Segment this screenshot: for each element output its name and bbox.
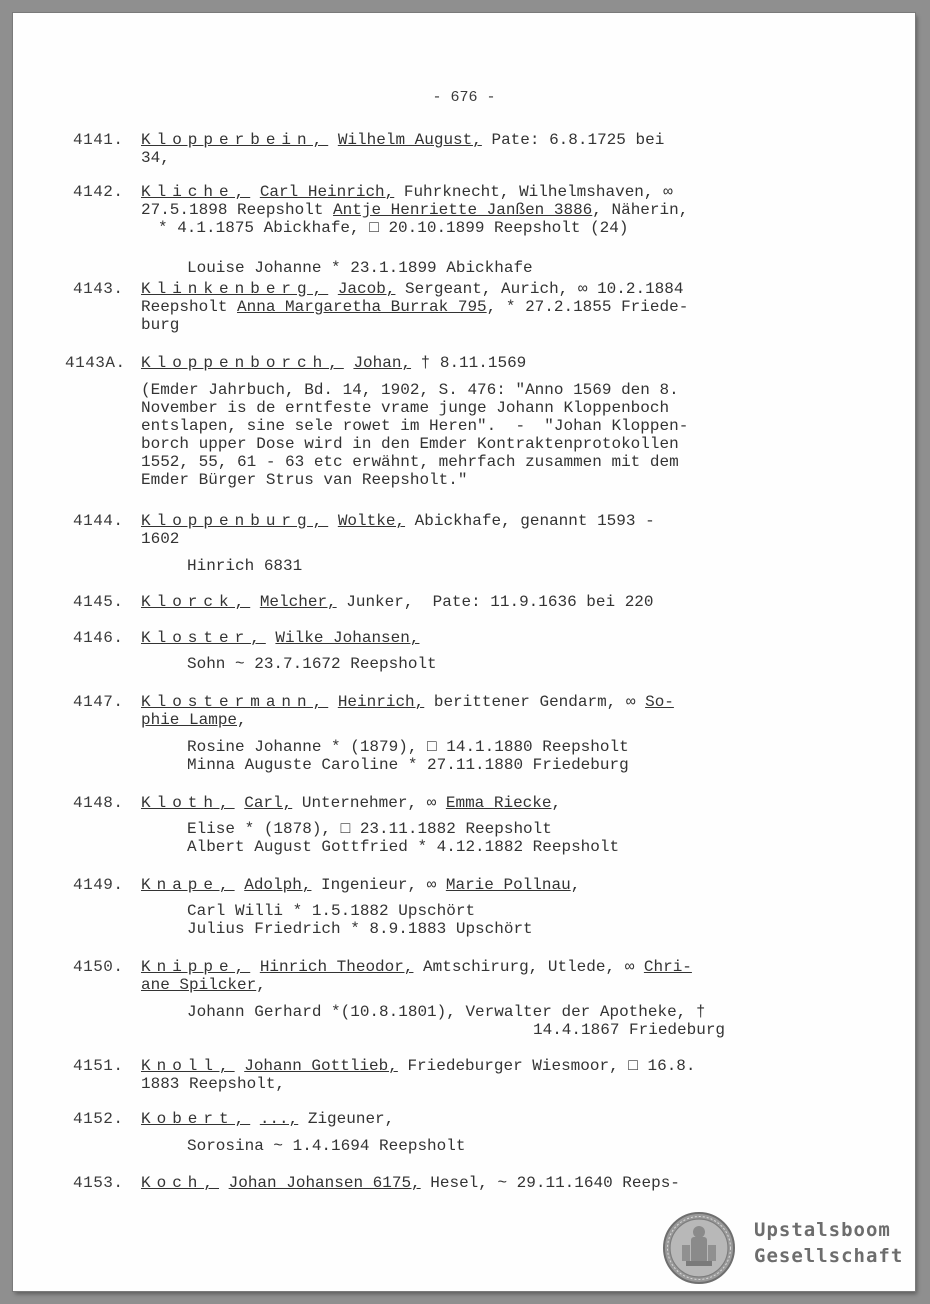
given-name: Johann Gottlieb, (244, 1057, 398, 1075)
upstalsboom-logo (662, 1211, 914, 1289)
seal-icon (662, 1211, 736, 1285)
details: † 8.11.1569 (411, 354, 527, 372)
child: Louise Johanne * 23.1.1899 Abickhafe (187, 259, 533, 277)
quote-line: 1552, 55, 61 - 63 etc erwähnt, mehrfach zusammen mit dem (141, 453, 679, 471)
entry-number: 4143. (73, 280, 124, 298)
details: Friedeburger Wiesmoor, □ 16.8. (397, 1057, 696, 1075)
surname: Klorck, (141, 593, 251, 611)
child-continuation: 14.4.1867 Friedeburg (533, 1021, 726, 1039)
entry-text (141, 629, 795, 647)
given-name: Carl, (244, 794, 293, 812)
entry-number: 4143A. (65, 354, 126, 372)
entry-text (141, 512, 795, 530)
quote-line: borch upper Dose wird in den Emder Kontraktenprotokollen (141, 435, 679, 453)
details: Ingenieur, ∞ (311, 876, 446, 894)
surname: Kloth, (141, 794, 235, 812)
entry-line-2 (141, 711, 795, 729)
spouse-name: ane Spilcker (141, 976, 257, 994)
marriage-place: Reepsholt (141, 298, 238, 316)
entry-number: 4144. (73, 512, 124, 530)
child: Johann Gerhard *(10.8.1801), Verwalter der Apotheke, † (187, 1003, 706, 1021)
given-name: Adolph, (244, 876, 312, 894)
given-name: Hinrich Theodor, (259, 958, 414, 976)
given-name: Carl Heinrich, (259, 183, 395, 201)
surname: Klinkenberg, (141, 280, 329, 298)
punctuation: , (256, 976, 266, 994)
entry-line-2 (141, 976, 795, 994)
given-name: Melcher, (259, 593, 337, 611)
document-page (13, 13, 915, 1291)
spouse-name: Emma Riecke (445, 794, 552, 812)
entry-text (141, 354, 795, 372)
details: Hesel, ~ 29.11.1640 Reeps- (420, 1174, 680, 1192)
surname: Knippe, (141, 958, 251, 976)
entry-line-3: * 4.1.1875 Abickhafe, □ 20.10.1899 Reepsholt (24) (158, 219, 629, 237)
marriage-date: 27.5.1898 Reepsholt (141, 201, 334, 219)
details: Pate: 6.8.1725 bei (481, 131, 665, 149)
punctuation: , (551, 794, 562, 812)
entry-text (141, 794, 795, 812)
punctuation: , (237, 711, 247, 729)
entry-number: 4141. (73, 131, 124, 149)
child: Sohn ~ 23.7.1672 Reepsholt (187, 655, 437, 673)
surname: Knoll, (141, 1057, 235, 1075)
entry-number: 4147. (73, 693, 124, 711)
details: Unternehmer, ∞ (292, 794, 446, 812)
child: Julius Friedrich * 8.9.1883 Upschört (187, 920, 533, 938)
entry-number: 4146. (73, 629, 124, 647)
entry-text (141, 1110, 795, 1128)
child: Elise * (1878), □ 23.11.1882 Reepsholt (187, 820, 552, 838)
surname: Kloppenborch, (141, 354, 344, 372)
entry-text (141, 280, 795, 298)
details: Sergeant, Aurich, ∞ 10.2.1884 (395, 280, 684, 298)
entry-text (141, 593, 795, 611)
given-name: ..., (259, 1110, 299, 1128)
given-name: Wilhelm August, (337, 131, 482, 149)
entry-number: 4150. (73, 958, 124, 976)
child: Albert August Gottfried * 4.12.1882 Reepsholt (187, 838, 620, 856)
entry-text (141, 131, 795, 149)
entry-number: 4149. (73, 876, 124, 894)
logo-text (754, 1217, 903, 1269)
surname: Kliche, (141, 183, 251, 201)
entry-number: 4145. (73, 593, 124, 611)
spouse-name: So- (645, 693, 674, 711)
entry-number: 4142. (73, 183, 124, 201)
entry-number: 4153. (73, 1174, 124, 1192)
spouse-name: Chri- (643, 958, 692, 976)
source-quote (141, 381, 800, 489)
page-number: - 676 - (432, 89, 496, 106)
entry-text (141, 958, 797, 976)
details: Junker, Pate: 11.9.1636 bei 220 (336, 593, 654, 611)
surname: Kloster, (141, 629, 266, 647)
given-name: Johan, (353, 354, 412, 372)
details: Zigeuner, (298, 1110, 395, 1128)
child: Hinrich 6831 (187, 557, 303, 575)
entry-line-2 (141, 201, 795, 219)
spouse-name: Antje Henriette Janßen 3886 (333, 201, 593, 219)
spouse-name: phie Lampe (141, 711, 238, 729)
surname: Klostermann, (141, 693, 329, 711)
quote-line: entslapen, sine sele rowet im Heren". - "Johan Kloppen- (141, 417, 689, 435)
spouse-name: Marie Pollnau (445, 876, 571, 894)
logo-line-1: Upstalsboom (754, 1219, 891, 1241)
entry-line-3: burg (141, 316, 180, 334)
entry-number: 4151. (73, 1057, 124, 1075)
details: Abickhafe, genannt 1593 - (405, 512, 655, 530)
surname: Knape, (141, 876, 235, 894)
given-name: Woltke, (337, 512, 406, 530)
continuation: 34, (141, 149, 170, 167)
surname: Kobert, (141, 1110, 251, 1128)
quote-line: November is de erntfeste vrame junge Johann Kloppenboch (141, 399, 670, 417)
child: Minna Auguste Caroline * 27.11.1880 Friedeburg (187, 756, 629, 774)
entry-text (141, 693, 797, 711)
child: Carl Willi * 1.5.1882 Upschört (187, 902, 476, 920)
given-name: Wilke Johansen, (275, 629, 420, 647)
details: berittener Gendarm, ∞ (424, 693, 646, 711)
given-name: Heinrich, (337, 693, 425, 711)
quote-line: Emder Bürger Strus van Reepsholt." (141, 471, 468, 489)
entry-number: 4152. (73, 1110, 124, 1128)
quote-line: (Emder Jahrbuch, Bd. 14, 1902, S. 476: "Anno 1569 den 8. (141, 381, 679, 399)
entry-text (141, 1174, 797, 1192)
logo-line-2: Gesellschaft (754, 1245, 904, 1267)
entry-text (141, 876, 795, 894)
punctuation: , (570, 876, 581, 894)
surname: Kloppenburg, (141, 512, 329, 530)
entry-text (141, 183, 795, 201)
spouse-details: , * 27.2.1855 Friede- (486, 298, 689, 316)
continuation: 1602 (141, 530, 180, 548)
spouse-name: Anna Margaretha Burrak 795 (237, 298, 487, 316)
child: Rosine Johanne * (1879), □ 14.1.1880 Reepsholt (187, 738, 629, 756)
spouse-details: , Näherin, (592, 201, 689, 219)
entry-number: 4148. (73, 794, 124, 812)
child: Sorosina ~ 1.4.1694 Reepsholt (187, 1137, 466, 1155)
entry-line-2 (141, 298, 795, 316)
continuation: 1883 Reepsholt, (141, 1075, 286, 1093)
given-name: Johan Johansen 6175, (228, 1174, 421, 1192)
details: Amtschirurg, Utlede, ∞ (413, 958, 644, 976)
surname: Koch, (141, 1174, 220, 1192)
surname: Klopperbein, (141, 131, 329, 149)
entry-text (141, 1057, 797, 1075)
details: Fuhrknecht, Wilhelmshaven, ∞ (394, 183, 673, 201)
given-name: Jacob, (337, 280, 396, 298)
